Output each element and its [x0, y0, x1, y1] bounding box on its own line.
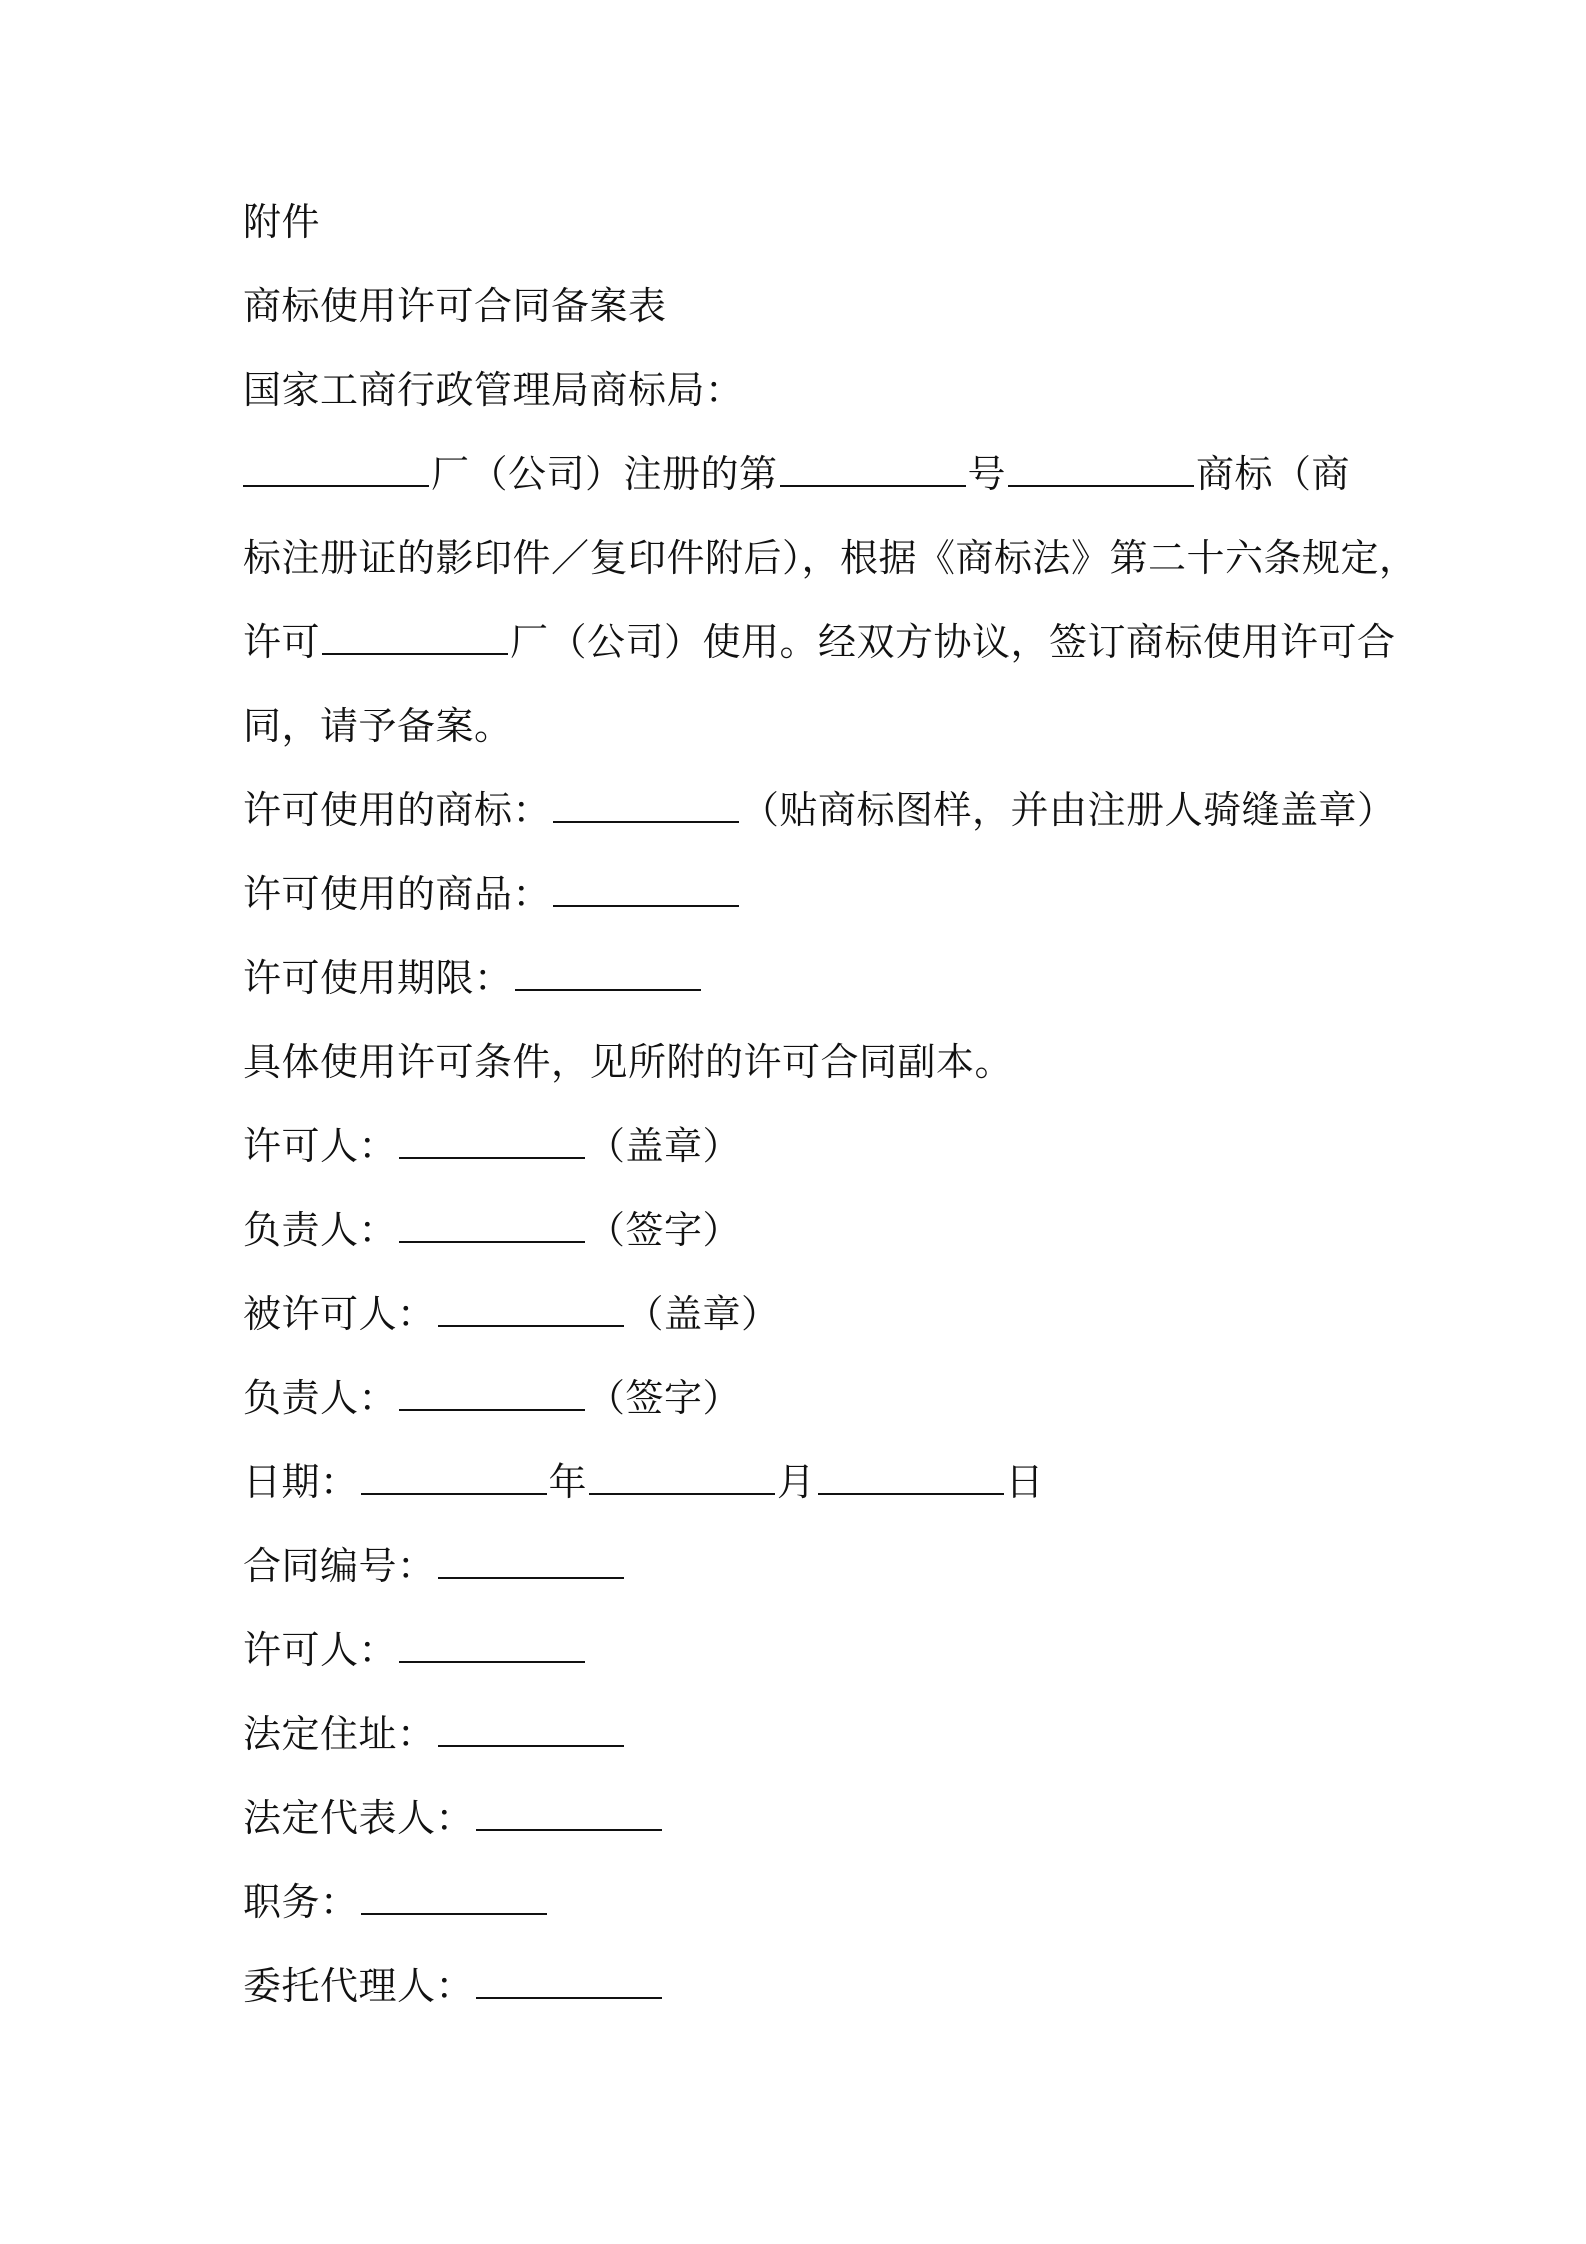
date-year-label: 年 — [548, 1460, 588, 1504]
form-title — [243, 280, 1373, 332]
licensor2-blank[interactable] — [399, 1629, 585, 1663]
licensed-trademark-blank[interactable] — [553, 789, 739, 823]
licensed-trademark-note: （贴商标图样，并由注册人骑缝盖章） — [741, 788, 1396, 832]
position-blank[interactable] — [361, 1881, 547, 1915]
contract-number-label: 合同编号： — [243, 1544, 436, 1588]
paragraph-line-4 — [243, 700, 1373, 752]
registration-number-blank[interactable] — [780, 453, 966, 487]
date-day-blank[interactable] — [818, 1461, 1004, 1495]
legal-address-row — [243, 1708, 1373, 1760]
licensee-principal-note: （签字） — [587, 1376, 742, 1420]
factory-name-blank[interactable] — [243, 453, 429, 487]
authorized-agent-blank[interactable] — [476, 1965, 662, 1999]
legal-address-label: 法定住址： — [243, 1712, 436, 1756]
licensee-principal-blank[interactable] — [399, 1377, 585, 1411]
paragraph-line-3-seg2: 厂（公司）使用。经双方协议，签订商标使用许可合 — [510, 620, 1396, 664]
licensed-trademark-label: 许可使用的商标： — [243, 788, 552, 832]
authorized-agent-label: 委托代理人： — [243, 1964, 475, 2008]
licensor-principal-blank[interactable] — [399, 1209, 585, 1243]
legal-representative-blank[interactable] — [476, 1797, 662, 1831]
position-row — [243, 1876, 1373, 1928]
form-title-text: 商标使用许可合同备案表 — [243, 284, 667, 328]
legal-representative-row — [243, 1792, 1373, 1844]
contract-number-row — [243, 1540, 1373, 1592]
licensor-blank[interactable] — [399, 1125, 585, 1159]
licensed-goods-blank[interactable] — [553, 873, 739, 907]
addressee — [243, 364, 1373, 416]
paragraph-line-1-seg2: 号 — [967, 452, 1007, 496]
license-term-label: 许可使用期限： — [243, 956, 513, 1000]
licensor-principal-row — [243, 1204, 1373, 1256]
date-year-blank[interactable] — [361, 1461, 547, 1495]
date-month-blank[interactable] — [589, 1461, 775, 1495]
date-label: 日期： — [243, 1460, 359, 1504]
licensor-row — [243, 1120, 1373, 1172]
licensor-principal-label: 负责人： — [243, 1208, 398, 1252]
licensee-principal-row — [243, 1372, 1373, 1424]
license-term-row — [243, 952, 1373, 1004]
legal-address-blank[interactable] — [438, 1713, 624, 1747]
licensor-label: 许可人： — [243, 1124, 398, 1168]
date-row — [243, 1456, 1373, 1508]
trademark-name-blank[interactable] — [1008, 453, 1194, 487]
conditions-note — [243, 1036, 1373, 1088]
addressee-text: 国家工商行政管理局商标局： — [243, 368, 744, 412]
license-term-blank[interactable] — [515, 957, 701, 991]
paragraph-line-1-seg3: 商标（商 — [1196, 452, 1351, 496]
date-day-label: 日 — [1005, 1460, 1045, 1504]
position-label: 职务： — [243, 1880, 359, 1924]
legal-representative-label: 法定代表人： — [243, 1796, 475, 1840]
paragraph-line-4-text: 同，请予备案。 — [243, 704, 513, 748]
contract-number-blank[interactable] — [438, 1545, 624, 1579]
attachment-label-text: 附件 — [243, 200, 321, 244]
attachment-label — [243, 196, 1373, 248]
date-month-label: 月 — [777, 1460, 816, 1504]
licensor-principal-note: （签字） — [587, 1208, 742, 1252]
authorized-agent-row — [243, 1960, 1373, 2012]
licensee-factory-blank[interactable] — [322, 621, 508, 655]
paragraph-line-3 — [243, 616, 1396, 668]
licensee-label: 被许可人： — [243, 1292, 436, 1336]
licensor-note: （盖章） — [587, 1124, 742, 1168]
conditions-note-text: 具体使用许可条件，见所附的许可合同副本。 — [243, 1040, 1014, 1084]
paragraph-line-2 — [243, 532, 1418, 584]
licensee-row — [243, 1288, 1373, 1340]
paragraph-line-2-text: 标注册证的影印件／复印件附后），根据《商标法》第二十六条规定， — [243, 536, 1418, 580]
licensee-blank[interactable] — [438, 1293, 624, 1327]
licensor2-label: 许可人： — [243, 1628, 398, 1672]
licensee-note: （盖章） — [625, 1292, 780, 1336]
paragraph-line-1 — [243, 448, 1373, 500]
licensed-goods-label: 许可使用的商品： — [243, 872, 552, 916]
paragraph-line-1-seg1: 厂（公司）注册的第 — [431, 452, 778, 496]
paragraph-line-3-seg1: 许可 — [243, 620, 321, 664]
licensed-goods-row — [243, 868, 1373, 920]
licensed-trademark-row — [243, 784, 1396, 836]
licensee-principal-label: 负责人： — [243, 1376, 398, 1420]
licensor2-row — [243, 1624, 1373, 1676]
